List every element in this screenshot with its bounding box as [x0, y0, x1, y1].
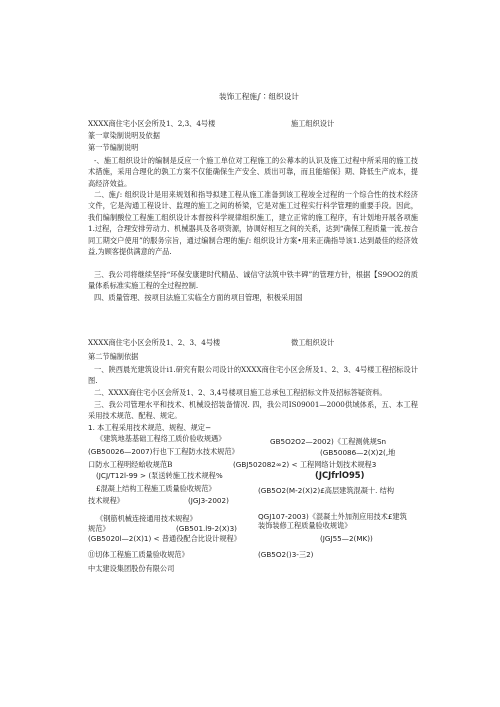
standard-item: (JCJfrlO95) — [315, 470, 365, 480]
paragraph-3: 三、我公司将继续坚持“环保安康建时代精品、诚信守法筑中铁丰碑”的管理方针，根据【S9OO2的质量体系标准实施工程的全过程控制. — [88, 270, 418, 291]
standard-item: (GB5O2(M-2(X)2)£高层建筑混凝十. 结构 — [258, 486, 395, 495]
document-type-label: 微工组织设计 — [291, 338, 335, 347]
standard-item: ⑪切体工程施工质量验收规范》 — [88, 550, 189, 559]
paragraph-1: -、施工组织设计的编制是反应一个施工单位对工程施工的公幕本的认识及施工过程中所采用的施工技术措施，采用合理化的孰工方案不仅能确保生产安全、质出可靠，而且能缩保｝期、降低生产成本，提高经济效益。 — [88, 156, 418, 188]
basis-item-3: 三、我公司管理水平和技术、机械设招装备情况. 四，我公司IS09001—2000供域体系，五、本工程采用技术规范、配程、规定。 — [88, 400, 418, 421]
standard-item: 口防水工程明经蛤收规范B — [88, 460, 173, 469]
standard-item: GB5O2O2—2002)《工程测佻规Sn — [270, 437, 387, 446]
document-type-label: 施工组织设计 — [291, 119, 335, 128]
project-name: XXXX商住宅小区会所及1、2、3、4号楼 — [88, 338, 221, 347]
basis-item-2: 二、XXXX商住宅小区会所及1、2、3,4号楼项目施工总承包工程招标文件及招标答疑资料。 — [94, 388, 387, 397]
page-header-title: 装饰工程施∫∶组织设计 — [219, 92, 299, 101]
standard-item: (GBJ502082∞2) < 工程网络计划技术规程3 — [233, 460, 377, 469]
standard-item: (JCJ/T12l-99 > (泵送转施工技术规程% — [96, 471, 223, 480]
standard-item: 装饰装修工程质量验收规诡》 — [258, 521, 352, 530]
company-name: 中太建设集团股份有限公司 — [88, 564, 175, 573]
basis-item-1: 一、陕西晨光建筑设计i1.研究有限公司设计的XXXX商住宅小区会所及1、2、3、4号楼工程招标设计图. — [88, 365, 418, 386]
standard-item: (GB5O2()3-三2) — [258, 550, 314, 559]
standard-item: (GB50026—2007)行也下工程防水技术规范》 — [88, 447, 239, 456]
standard-item: 规范》 — [88, 524, 110, 533]
section-title: 第二节编制依据 — [88, 352, 139, 361]
standard-item: (GB5020l—2(X)1) < 普通役配合比设计规程》 — [88, 534, 241, 543]
project-name: XXXX商住宅小区会所及1、2,3、4号楼 — [88, 119, 216, 128]
section-title: 第一节编制说明 — [88, 143, 139, 152]
standard-item: (JGJ55—2(MK)) — [320, 534, 373, 543]
standard-item: 《钢筋机械连接通用技术规程》 — [96, 514, 197, 523]
standards-list-heading: 1. 本工程采用技术规范、规程、规定− — [88, 423, 211, 432]
standard-item: (JGJ3-2002) — [188, 496, 229, 505]
standard-item: QGJ107-2003)《混凝土外加剂应用技术£建筑 — [258, 512, 407, 521]
standard-item: (GB501.l9-2(X)3) — [176, 524, 237, 533]
standard-item: (GB50086—2(X)2(,地 — [320, 448, 396, 457]
chapter-title: 篆一章染制说明及依据 — [88, 131, 160, 140]
standard-item: £混凝上结构工程施工质量验收规范》 — [96, 484, 216, 493]
standard-item: 《建筑地基基础工程络工质价验收规遇》 — [96, 434, 226, 443]
standard-item: 技术规程》 — [88, 496, 124, 505]
paragraph-4: 四、质量管理、按项目法施工实临全方面的项目管理，积极采用国 — [94, 293, 303, 302]
paragraph-2: 二、施∫: 组织设计是用来规划和指导拟建工程从施工准备到该工程竣全过程的一个综合性的技术经济文件，它是沟通工程设计、监理的施工之间的桥梁，它是对施工过程实行科学管理的重要手段。因此，我们编制酸位工程施工组织设计本督按科学规律组织施工，建立正常的施工程序，有计划地开展各项施1.过程，合理安排劳动力、机械器具及各项资源，协调好相互之间的关系，达到“确保工程质量一流,按合同工期交户使用”的服务宗旨，通过编制合理的施∫: 组织设计方案•用来正确指导该1.达到最佳的经济效益,为顾客提供满意的产品. — [88, 190, 418, 257]
